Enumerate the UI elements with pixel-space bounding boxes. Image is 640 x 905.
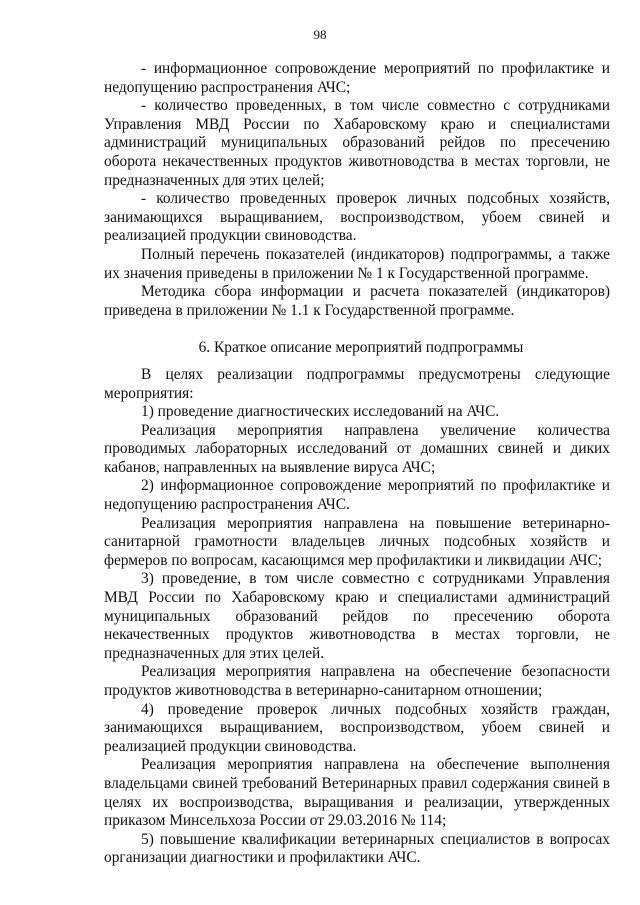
paragraph-measure-2: 2) информационное сопровождение мероприятий по профилактике и недопущению распространения АЧС.	[104, 477, 610, 514]
spacer	[104, 358, 610, 366]
page-number: 98	[313, 27, 327, 42]
paragraph-measure-3: 3) проведение, в том числе совместно с сотрудниками Управления МВД России по Хабаровскому краю и специалистами администраций муниципальных образований рейдов по пресечению оборота некачественных продуктов животноводства в местах торговли, не предназначенных для этих целей.	[104, 570, 610, 662]
paragraph-measure-5: 5) повышение квалификации ветеринарных специалистов в вопросах организации диагностики и профилактики АЧС.	[104, 830, 610, 867]
paragraph-measure-1-goal: Реализация мероприятия направлена увеличение количества проводимых лабораторных исследований от домашних свиней и диких кабанов, направленных на выявление вируса АЧС;	[104, 421, 610, 476]
paragraph-intro: В целях реализации подпрограммы предусмотрены следующие мероприятия:	[104, 365, 610, 402]
paragraph-methodology: Методика сбора информации и расчета показателей (индикаторов) приведена в приложении № 1.1 к Государственной программе.	[104, 283, 610, 319]
paragraph-info-support-indicator: - информационное сопровождение мероприятий по профилактике и недопущению распространения АЧС;	[104, 60, 610, 96]
paragraph-raids-indicator: - количество проведенных, в том числе совместно с сотрудниками Управления МВД России по Хабаровскому краю и специалистами администраций муниципальных образований рейдов по пресечению оборота некачественных продуктов животноводства в местах торговли, не предназначенных для этих целей;	[104, 97, 610, 189]
paragraph-measure-3-goal: Реализация мероприятия направлена на обеспечение безопасности продуктов животноводства в ветеринарно-санитарном отношении;	[104, 663, 610, 699]
document-body	[104, 60, 610, 868]
section-heading: 6. Краткое описание мероприятий подпрограммы	[198, 339, 524, 357]
spacer	[104, 320, 610, 339]
paragraph-measure-4-goal: Реализация мероприятия направлена на обеспечение выполнения владельцами свиней требований Ветеринарных правил содержания свиней в целях их воспроизводства, выращивания и реализации, утвержденных приказом Минсельхоза России от 29.03.2016 № 114;	[104, 756, 610, 830]
paragraph-inspections-indicator: - количество проведенных проверок личных подсобных хозяйств, занимающихся выращиванием, воспроизводством, убоем свиней и реализацией продукции свиноводства.	[104, 190, 610, 245]
paragraph-measure-2-goal: Реализация мероприятия направлена на повышение ветеринарно-санитарной грамотности владельцев личных подсобных хозяйств и фермеров по вопросам, касающимся мер профилактики и ликвидации АЧС;	[104, 514, 610, 569]
paragraph-measure-4: 4) проведение проверок личных подсобных хозяйств граждан, занимающихся выращиванием, воспроизводством, убоем свиней и реализацией продукции свиноводства.	[104, 700, 610, 755]
paragraph-measure-1: 1) проведение диагностических исследований на АЧС.	[141, 403, 500, 421]
paragraph-indicators-list: Полный перечень показателей (индикаторов) подпрограммы, а также их значения приведены в приложении № 1 к Государственной программе.	[104, 245, 610, 282]
